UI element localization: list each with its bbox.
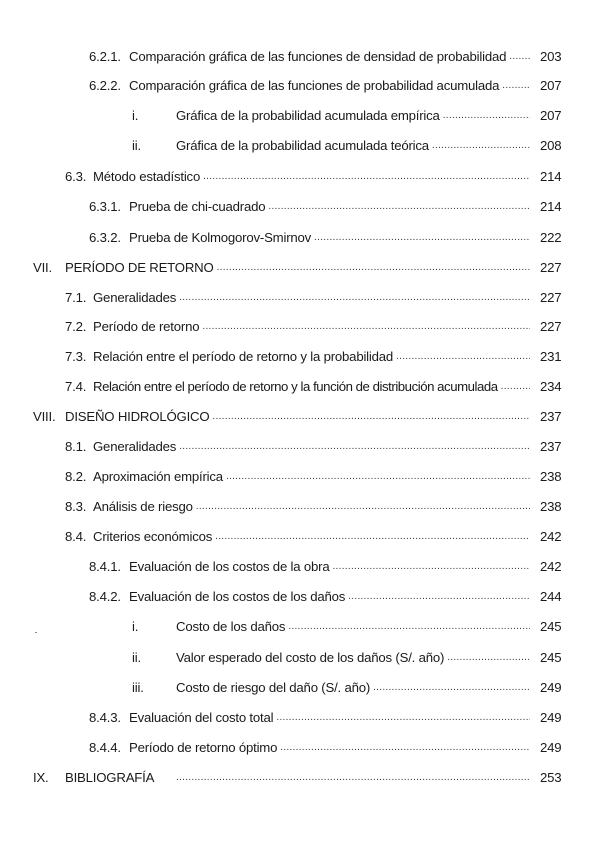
dot-leader — [226, 463, 530, 489]
toc-entry — [89, 43, 532, 69]
toc-page-number: 227 — [540, 289, 562, 305]
toc-page-number: 227 — [540, 259, 562, 275]
toc-entry — [33, 764, 532, 790]
toc-entry — [65, 373, 532, 399]
toc-page-number: 244 — [540, 588, 562, 604]
toc-entry-number: 7.3. — [65, 348, 87, 364]
dot-leader — [447, 644, 530, 670]
toc-entry — [89, 704, 532, 730]
toc-page-number: 242 — [540, 558, 562, 574]
toc-page-number: 227 — [540, 318, 562, 334]
toc-page-number: 234 — [540, 378, 562, 394]
dot-leader — [396, 343, 530, 369]
toc-entry — [65, 163, 532, 189]
toc-entry-number: 8.3. — [65, 498, 87, 514]
toc-entry — [65, 284, 532, 310]
toc-entry-number: 6.3.2. — [89, 229, 121, 245]
toc-entry-title: Gráfica de la probabilidad acumulada teórica — [176, 137, 429, 153]
toc-entry — [132, 132, 532, 158]
toc-entry-number: i. — [132, 107, 139, 123]
toc-page-number: 249 — [540, 739, 562, 755]
toc-entry-title: Costo de los daños — [176, 618, 286, 634]
dot-leader — [179, 284, 530, 310]
toc-entry-title: Gráfica de la probabilidad acumulada empírica — [176, 107, 440, 123]
toc-page-number: 249 — [540, 679, 562, 695]
toc-page-number: 214 — [540, 198, 562, 214]
toc-page-number: 242 — [540, 528, 562, 544]
dot-leader — [332, 553, 530, 579]
toc-entry-title: Aproximación empírica — [93, 468, 223, 484]
toc-page-number: 237 — [540, 438, 562, 454]
toc-entry-number: IX. — [33, 769, 49, 785]
toc-entry-title: Costo de riesgo del daño (S/. año) — [176, 679, 371, 695]
toc-entry-number: VIII. — [33, 408, 56, 424]
toc-entry-title: Relación entre el período de retorno y la probabilidad — [93, 348, 394, 364]
toc-page-number: 214 — [540, 168, 562, 184]
toc-entry-title: Prueba de chi-cuadrado — [129, 198, 266, 214]
toc-entry-title: BIBLIOGRAFÍA — [65, 769, 155, 785]
toc-page-number: 207 — [540, 107, 562, 123]
dot-leader — [348, 583, 530, 609]
toc-entry — [65, 343, 532, 369]
dot-leader — [314, 224, 530, 250]
toc-entry-number: 6.3. — [65, 168, 87, 184]
toc-entry-number: 7.2. — [65, 318, 87, 334]
dot-leader — [288, 613, 530, 639]
toc-entry-number: ii. — [132, 137, 141, 153]
toc-entry-title: Criterios económicos — [93, 528, 213, 544]
toc-entry — [65, 433, 532, 459]
toc-entry — [65, 493, 532, 519]
toc-entry-title: Prueba de Kolmogorov-Smirnov — [129, 229, 312, 245]
toc-entry-title: PERÍODO DE RETORNO — [65, 259, 214, 275]
toc-entry-title: Evaluación de los costos de la obra — [129, 558, 330, 574]
toc-entry-title: Comparación gráfica de las funciones de probabilidad acumulada — [129, 77, 500, 93]
toc-entry-number: 7.4. — [65, 378, 87, 394]
toc-entry — [132, 644, 532, 670]
toc-entry-title: DISEÑO HIDROLÓGICO — [65, 408, 210, 424]
toc-page-number: 249 — [540, 709, 562, 725]
toc-entry — [33, 254, 532, 280]
toc-entry — [33, 403, 532, 429]
toc-page-number: 203 — [540, 48, 562, 64]
toc-entry-title: Relación entre el período de retorno y la función de distribución acumulada — [93, 378, 498, 394]
dot-leader — [268, 193, 530, 219]
toc-page-number: 238 — [540, 498, 562, 514]
dot-leader — [501, 373, 530, 399]
toc-entry-number: i. — [132, 618, 139, 634]
toc-entry-title: Evaluación del costo total — [129, 709, 274, 725]
toc-page-number: 222 — [540, 229, 562, 245]
dot-leader — [179, 433, 530, 459]
toc-page-number: 253 — [540, 769, 562, 785]
toc-entry-number: 8.4. — [65, 528, 87, 544]
toc-entry — [89, 583, 532, 609]
toc-page-number: 237 — [540, 408, 562, 424]
toc-page-number: 245 — [540, 649, 562, 665]
toc-entry-number: 8.4.2. — [89, 588, 121, 604]
dot-leader — [443, 102, 530, 128]
toc-entry-number: 7.1. — [65, 289, 87, 305]
toc-entry-number: 6.2.1. — [89, 48, 121, 64]
toc-entry-title: Método estadístico — [93, 168, 201, 184]
dot-leader — [176, 764, 530, 790]
dot-leader — [203, 163, 530, 189]
dot-leader — [280, 734, 530, 760]
dot-leader — [276, 704, 530, 730]
dot-leader — [196, 493, 530, 519]
toc-page-number: 208 — [540, 137, 562, 153]
toc-page-number: 238 — [540, 468, 562, 484]
toc-entry — [132, 674, 532, 700]
dot-leader — [509, 43, 530, 69]
toc-page-number: 245 — [540, 618, 562, 634]
toc-entry — [65, 463, 532, 489]
toc-entry — [89, 72, 532, 98]
dot-leader — [215, 523, 530, 549]
toc-entry — [132, 102, 532, 128]
toc-entry — [65, 313, 532, 339]
toc-entry-title: Generalidades — [93, 289, 177, 305]
toc-entry-number: 8.4.1. — [89, 558, 121, 574]
toc-entry-number: 8.4.4. — [89, 739, 121, 755]
toc-entry-title: Generalidades — [93, 438, 177, 454]
toc-entry-title: Comparación gráfica de las funciones de densidad de probabilidad — [129, 48, 507, 64]
toc-entry-number: 8.2. — [65, 468, 87, 484]
toc-entry — [132, 613, 532, 639]
toc-entry-number: 8.1. — [65, 438, 87, 454]
toc-entry-title: Período de retorno — [93, 318, 200, 334]
toc-entry-number: iii. — [132, 679, 144, 695]
toc-page-number: 231 — [540, 348, 562, 364]
dot-leader — [432, 132, 530, 158]
toc-entry-number: 6.3.1. — [89, 198, 121, 214]
scan-speck — [35, 632, 37, 633]
dot-leader — [502, 72, 530, 98]
toc-entry-title: Evaluación de los costos de los daños — [129, 588, 346, 604]
toc-entry-number: ii. — [132, 649, 141, 665]
dot-leader — [212, 403, 530, 429]
toc-entry — [89, 224, 532, 250]
toc-entry-title: Análisis de riesgo — [93, 498, 193, 514]
toc-entry — [65, 523, 532, 549]
dot-leader — [217, 254, 530, 280]
toc-entry — [89, 553, 532, 579]
dot-leader — [373, 674, 530, 700]
toc-entry-number: 8.4.3. — [89, 709, 121, 725]
dot-leader — [202, 313, 530, 339]
toc-entry — [89, 734, 532, 760]
toc-entry-number: 6.2.2. — [89, 77, 121, 93]
toc-entry-title: Valor esperado del costo de los daños (S/. año) — [176, 649, 445, 665]
toc-entry — [89, 193, 532, 219]
toc-entry-title: Período de retorno óptimo — [129, 739, 278, 755]
toc-entry-number: VII. — [33, 259, 52, 275]
toc-page-number: 207 — [540, 77, 562, 93]
